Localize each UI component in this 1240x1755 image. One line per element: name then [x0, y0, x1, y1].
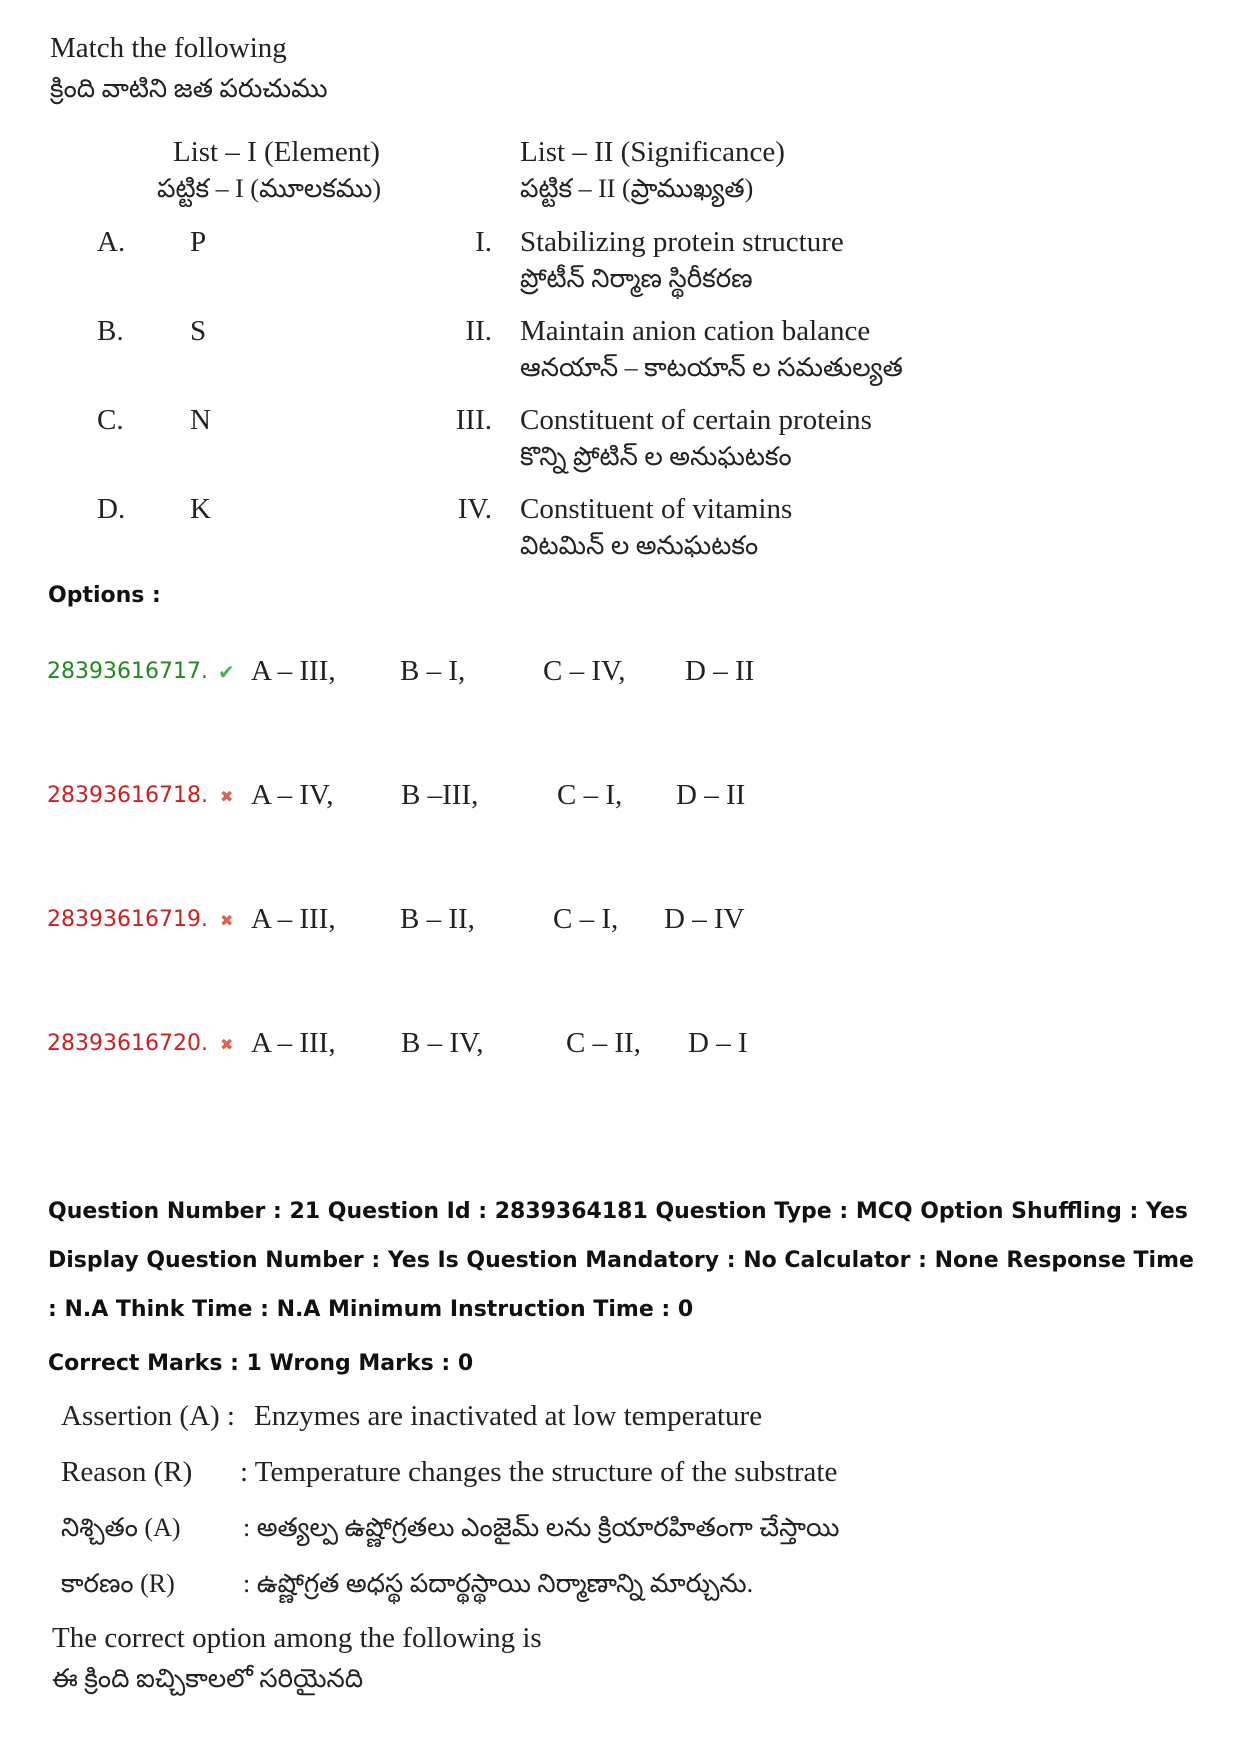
list1-item-label: B.	[97, 315, 124, 347]
option-match-pair: A – III,	[251, 655, 336, 687]
option-match-pair: B – II,	[400, 903, 475, 935]
option-match-pair: D – II	[685, 655, 755, 687]
reason-text: : Temperature changes the structure of the substrate	[240, 1456, 838, 1488]
question-meta-line-2: Display Question Number : Yes Is Question Mandatory : No Calculator : None Response Time	[48, 1248, 1194, 1273]
marks-info: Correct Marks : 1 Wrong Marks : 0	[48, 1351, 474, 1376]
assertion-text: Enzymes are inactivated at low temperature	[254, 1400, 763, 1432]
list2-item-text: Constituent of vitamins	[520, 493, 793, 525]
option-match-pair: A – IV,	[251, 779, 334, 811]
option-match-pair: B –III,	[401, 779, 479, 811]
option-match-pair: A – III,	[251, 1027, 336, 1059]
option-match-pair: D – II	[676, 779, 746, 811]
list1-item-value: N	[190, 404, 211, 436]
option-match-pair: C – I,	[553, 903, 619, 935]
list2-item-label: III.	[455, 404, 492, 436]
question-title: Match the following	[50, 32, 287, 64]
reason-telugu-label: కారణం (R)	[61, 1569, 175, 1598]
question-meta-line-3: : N.A Think Time : N.A Minimum Instruction Time : 0	[48, 1297, 694, 1322]
list2-header-telugu: పట్టిక – II (ప్రాముఖ్యత)	[520, 174, 754, 203]
list2-item-telugu: కొన్ని ప్రోటిన్ ల అనుఘటకం	[520, 442, 792, 471]
list2-item-text: Constituent of certain proteins	[520, 404, 872, 436]
list1-header: List – I (Element)	[173, 136, 380, 168]
list2-item-telugu: విటమిన్ ల అనుఘటకం	[520, 531, 759, 560]
list2-item-telugu: ఆనయాన్ – కాటయాన్ ల సమతుల్యత	[520, 353, 903, 382]
option-id: 28393616719.	[47, 907, 208, 932]
list2-item-label: II.	[465, 315, 492, 347]
list1-item-value: S	[190, 315, 207, 347]
list1-item-label: A.	[97, 226, 126, 258]
question-title-telugu: క్రింది వాటిని జత పరుచుము	[50, 74, 328, 103]
assertion-telugu-text: : అత్యల్ప ఉష్ణోగ్రతలు ఎంజైమ్ లను క్రియారహితంగా చేస్తాయి	[243, 1513, 840, 1542]
options-label: Options :	[48, 583, 161, 608]
option-match-pair: B – I,	[400, 655, 466, 687]
option-match-pair: C – I,	[557, 779, 623, 811]
option-match-pair: C – II,	[566, 1027, 641, 1059]
list1-item-value: K	[190, 493, 211, 525]
option-match-pair: D – IV	[664, 903, 745, 935]
question-meta-line-1: Question Number : 21 Question Id : 2839364181 Question Type : MCQ Option Shuffling : Yes	[48, 1199, 1188, 1224]
prompt-telugu-text: ఈ క్రింది ఐచ్చికాలలో సరియైనది	[52, 1664, 364, 1693]
cross-icon: ✖	[220, 911, 234, 930]
list2-item-text: Maintain anion cation balance	[520, 315, 871, 347]
list1-item-value: P	[190, 226, 207, 258]
prompt-text: The correct option among the following is	[52, 1622, 542, 1654]
reason-label: Reason (R)	[61, 1456, 193, 1488]
cross-icon: ✖	[220, 1035, 234, 1054]
check-icon: ✔	[218, 660, 235, 684]
option-id: 28393616717.	[47, 659, 208, 684]
list1-item-label: D.	[97, 493, 126, 525]
list2-item-label: I.	[475, 226, 492, 258]
reason-telugu-text: : ఉష్ణోగ్రత అధస్థ పదార్థస్థాయి నిర్మాణాన్ని మార్చును.	[243, 1569, 754, 1598]
option-match-pair: B – IV,	[401, 1027, 484, 1059]
option-match-pair: C – IV,	[543, 655, 626, 687]
list2-header: List – II (Significance)	[520, 136, 785, 168]
option-id: 28393616718.	[47, 783, 208, 808]
option-match-pair: A – III,	[251, 903, 336, 935]
list1-item-label: C.	[97, 404, 124, 436]
list2-item-telugu: ప్రోటీన్ నిర్మాణ స్థిరీకరణ	[520, 264, 753, 293]
list1-header-telugu: పట్టిక – I (మూలకము)	[157, 174, 381, 203]
option-match-pair: D – I	[688, 1027, 748, 1059]
option-id: 28393616720.	[47, 1031, 208, 1056]
assertion-label: Assertion (A) :	[61, 1400, 235, 1432]
list2-item-text: Stabilizing protein structure	[520, 226, 844, 258]
cross-icon: ✖	[220, 787, 234, 806]
assertion-telugu-label: నిశ్చితం (A)	[61, 1513, 181, 1542]
list2-item-label: IV.	[457, 493, 492, 525]
